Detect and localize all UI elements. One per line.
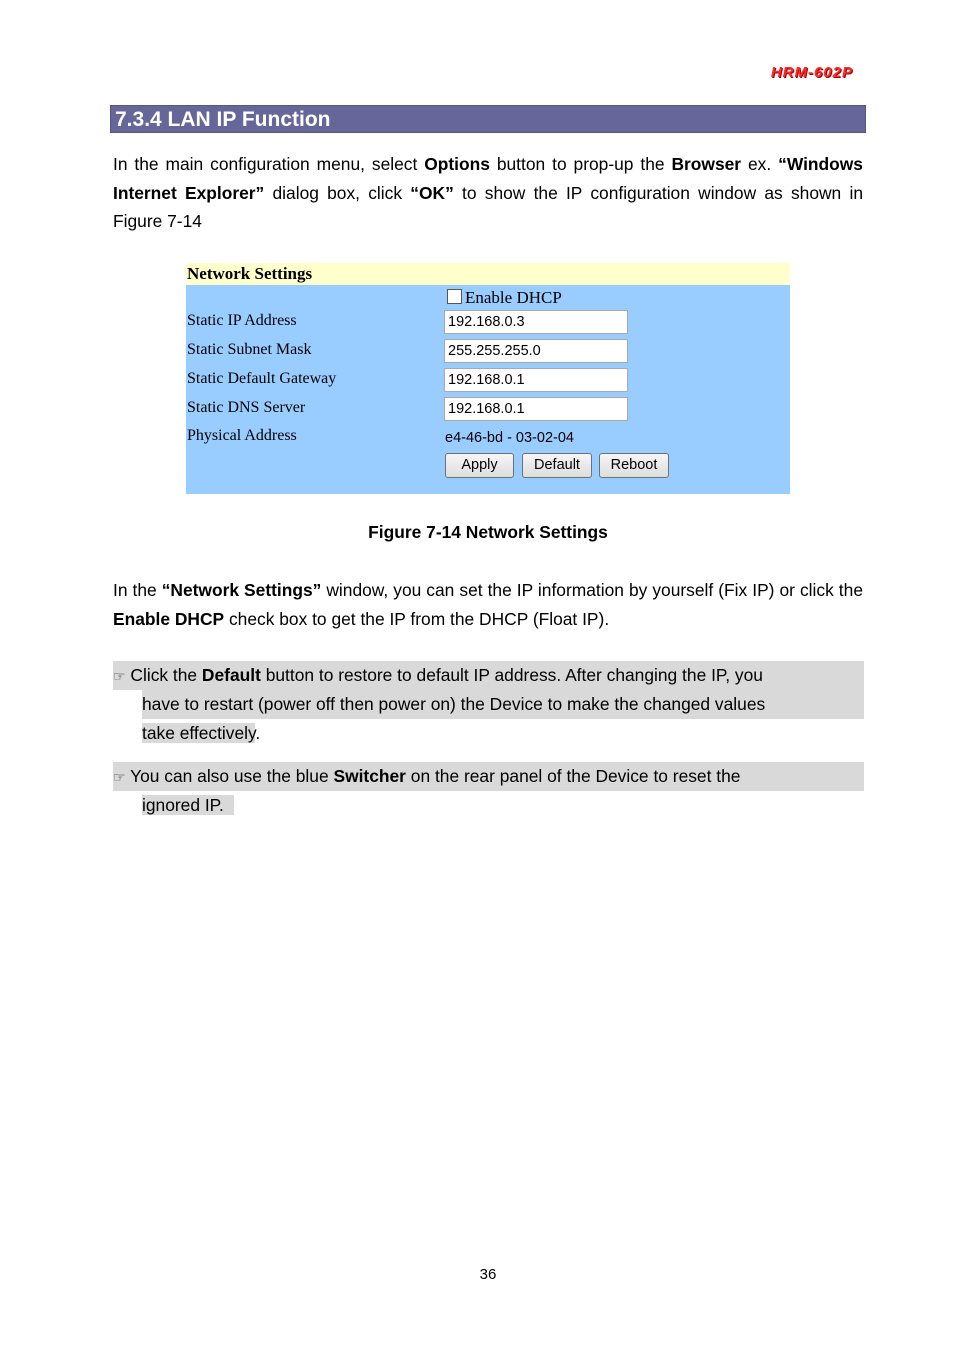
text: In the main configuration menu, select — [113, 154, 425, 174]
network-settings-term: “Network Settings” — [161, 580, 322, 600]
enable-dhcp-checkbox[interactable] — [447, 289, 462, 304]
text: You can also use the blue — [130, 766, 334, 786]
network-settings-paragraph — [113, 576, 863, 633]
default-term: Default — [201, 665, 261, 685]
network-settings-figure — [186, 263, 790, 494]
physical-address-label: Physical Address — [187, 427, 297, 444]
note-line — [113, 791, 864, 820]
static-dns-label: Static DNS Server — [187, 399, 306, 416]
windows-ie-term: “Windows Internet Explorer” — [113, 154, 863, 203]
text: take effectively — [142, 723, 256, 743]
text: In the — [113, 580, 162, 600]
figure-caption: Figure 7-14 Network Settings — [368, 522, 608, 542]
apply-button[interactable]: Apply — [445, 453, 514, 478]
note-switcher — [113, 762, 864, 820]
enable-dhcp-option[interactable] — [447, 288, 562, 308]
intro-paragraph — [113, 150, 863, 236]
text: Click the — [130, 665, 202, 685]
static-subnet-input[interactable]: 255.255.255.0 — [444, 339, 628, 363]
text: to show the IP configuration window as shown in Figure 7-14 — [113, 182, 863, 231]
note-line — [113, 661, 864, 690]
text: dialog box, click — [264, 182, 411, 203]
section-title: 7.3.4 LAN IP Function — [115, 108, 331, 131]
text: button to restore to default IP address. After changing the IP, you — [260, 665, 763, 685]
text: check box to get the IP from the DHCP (Float IP). — [224, 608, 610, 629]
note-line — [113, 719, 864, 748]
pointing-hand-icon: ☞ — [113, 669, 126, 685]
ok-term: “OK” — [410, 182, 454, 203]
text: window, you can set the IP information by yourself (Fix IP) or click the — [321, 580, 863, 600]
static-ip-label: Static IP Address — [187, 312, 297, 329]
browser-term: Browser — [671, 154, 742, 174]
network-settings-header: Network Settings — [186, 263, 790, 285]
text: button to prop-up the — [489, 154, 672, 174]
enable-dhcp-label: Enable DHCP — [465, 288, 562, 307]
page-number: 36 — [479, 1266, 497, 1283]
default-button[interactable]: Default — [522, 453, 592, 478]
text: have to restart (power off then power on) the Device to make the changed values — [142, 690, 864, 719]
section-heading-bar — [110, 105, 866, 133]
product-model: HRM-602P — [770, 64, 853, 81]
switcher-term: Switcher — [333, 766, 406, 786]
options-term: Options — [424, 154, 490, 174]
reboot-button[interactable]: Reboot — [599, 453, 669, 478]
pointing-hand-icon: ☞ — [113, 770, 126, 786]
text: ex. — [741, 154, 779, 174]
note-line — [113, 762, 864, 791]
physical-address-value: e4-46-bd - 03-02-04 — [445, 430, 574, 446]
static-dns-input[interactable]: 192.168.0.1 — [444, 397, 628, 421]
text: . — [255, 723, 261, 743]
static-ip-input[interactable]: 192.168.0.3 — [444, 310, 628, 334]
static-gateway-input[interactable]: 192.168.0.1 — [444, 368, 628, 392]
static-subnet-label: Static Subnet Mask — [187, 341, 312, 358]
enable-dhcp-term: Enable DHCP — [113, 608, 225, 629]
text: ignored IP. — [142, 795, 234, 815]
note-default-button — [113, 661, 864, 748]
static-gateway-label: Static Default Gateway — [187, 370, 337, 387]
note-line — [113, 690, 864, 719]
text: on the rear panel of the Device to reset the — [405, 766, 741, 786]
